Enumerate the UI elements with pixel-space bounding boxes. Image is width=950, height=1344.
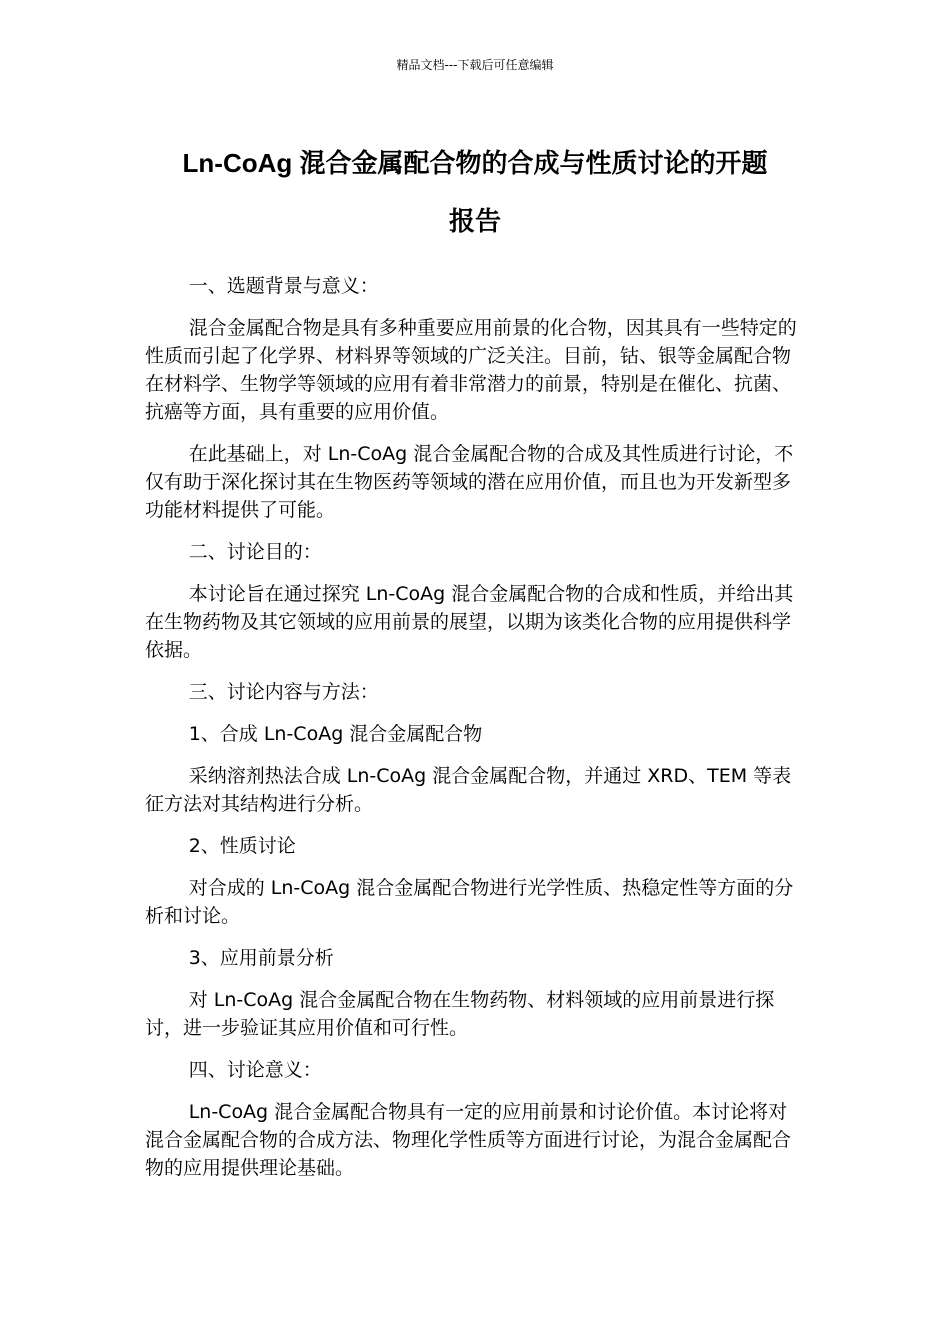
paragraph-properties: 对合成的 Ln-CoAg 混合金属配合物进行光学性质、热稳定性等方面的分析和讨论。: [145, 877, 794, 927]
section-heading-significance: 四、讨论意义：: [188, 1059, 322, 1081]
section-heading-purpose: 二、讨论目的：: [188, 541, 322, 563]
document-title: [145, 134, 805, 250]
paragraph-background-2: 在此基础上，对 Ln-CoAg 混合金属配合物的合成及其性质进行讨论，不仅有助于深化探讨其在生物医药等领域的潜在应用价值，而且也为开发新型多功能材料提供了可能。: [145, 443, 794, 521]
paragraph-purpose: 本讨论旨在通过探究 Ln-CoAg 混合金属配合物的合成和性质，并给出其在生物药物及其它领域的应用前景的展望，以期为该类化合物的应用提供科学依据。: [145, 583, 794, 661]
page-header-note: 精品文档---下载后可任意编辑: [396, 58, 554, 72]
paragraph-background-1: 混合金属配合物是具有多种重要应用前景的化合物，因其具有一些特定的性质而引起了化学界、材料界等领域的广泛关注。目前，钴、银等金属配合物在材料学、生物学等领域的应用有着非常潜力的前景，特别是在催化、抗菌、抗癌等方面，具有重要的应用价值。: [145, 317, 797, 423]
subheading-properties: 2、性质讨论: [188, 835, 296, 857]
subheading-synthesis: 1、合成 Ln-CoAg 混合金属配合物: [188, 723, 483, 745]
paragraph-application: 对 Ln-CoAg 混合金属配合物在生物药物、材料领域的应用前景进行探讨，进一步验证其应用价值和可行性。: [145, 989, 775, 1039]
document-body: [145, 272, 805, 1196]
subheading-application: 3、应用前景分析: [188, 947, 334, 969]
title-line-1: Ln-CoAg 混合金属配合物的合成与性质讨论的开题: [182, 148, 768, 178]
section-heading-content-methods: 三、讨论内容与方法：: [188, 681, 379, 703]
paragraph-significance: Ln-CoAg 混合金属配合物具有一定的应用前景和讨论价值。本讨论将对混合金属配合物的合成方法、物理化学性质等方面进行讨论，为混合金属配合物的应用提供理论基础。: [145, 1101, 792, 1179]
title-line-2: 报告: [448, 206, 501, 236]
paragraph-synthesis: 采纳溶剂热法合成 Ln-CoAg 混合金属配合物，并通过 XRD、TEM 等表征方法对其结构进行分析。: [145, 765, 792, 815]
section-heading-background: 一、选题背景与意义：: [188, 275, 379, 297]
